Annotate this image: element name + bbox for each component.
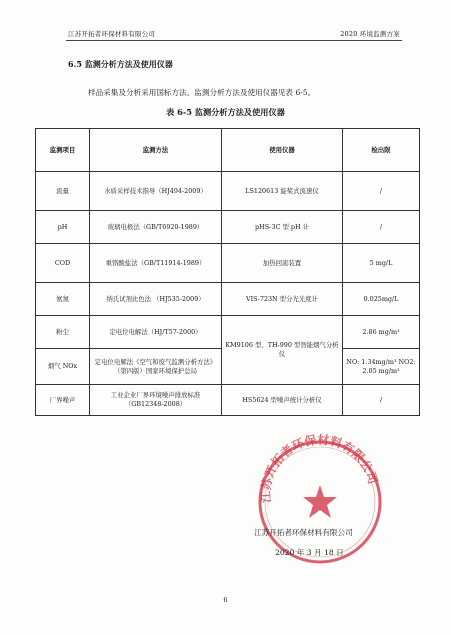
cell-limit: 2.86 mg/m³ <box>343 316 420 349</box>
section-heading: 6.5 监测分析方法及使用仪器 <box>68 59 173 69</box>
cell-method: 定电位电解法《空气和废气监测分析方法》（第四版）国家环境保护总局 <box>90 349 222 385</box>
cell-item: 流量 <box>36 172 90 211</box>
header-method: 监测方法 <box>90 129 222 172</box>
cell-item: 粉尘 <box>36 316 90 349</box>
table-caption: 表 6-5 监测分析方法及使用仪器 <box>166 107 285 117</box>
cell-method: 纳氏试剂比色法 （HJ535-2009） <box>90 283 222 316</box>
table-row <box>36 283 420 316</box>
table-row <box>36 172 420 211</box>
page-number: 6 <box>223 596 228 604</box>
cell-method: 重铬酸盐法（GB/T11914-1989） <box>90 244 222 283</box>
cell-instrument: LS120613 旋桨式流速仪 <box>222 172 343 211</box>
seal-ring-text: 江苏开拓者环保材料有限公司 <box>258 432 381 504</box>
cell-item: 氨氮 <box>36 283 90 316</box>
cell-instrument: HS5624 型噪声统计分析仪 <box>222 385 343 416</box>
cell-item: 烟气 NOx <box>36 349 90 385</box>
cell-limit: 0.025mg/L <box>343 283 420 316</box>
header-rule <box>66 40 402 41</box>
cell-limit: 5 mg/L <box>343 244 420 283</box>
table-row <box>36 385 420 416</box>
cell-method: 工业企业厂界环境噪声排放标准（GB12348-2008） <box>90 385 222 416</box>
header-doc-title: 2020 环境监测方案 <box>340 30 400 38</box>
cell-item: COD <box>36 244 90 283</box>
signature-company: 江苏开拓者环保材料有限公司 <box>254 528 353 537</box>
cell-instrument: VIS-723N 型分光光度计 <box>222 283 343 316</box>
cell-method: 水质采样技术指导（HJ494-2009） <box>90 172 222 211</box>
header-limit: 检出限 <box>343 129 420 172</box>
header-instrument: 使用仪器 <box>222 129 343 172</box>
table-header-row <box>36 129 420 172</box>
cell-limit: NO: 1.34mg/m³ NO2: 2.05 mg/m³ <box>343 349 420 385</box>
cell-instrument: pHS-3C 型 pH 计 <box>222 211 343 244</box>
header-item: 监测项目 <box>36 129 90 172</box>
cell-method: 玻璃电极法（GB/T6920-1989） <box>90 211 222 244</box>
method-table <box>35 128 420 416</box>
cell-method: 定电位电解法（HJ/T57-2000） <box>90 316 222 349</box>
intro-paragraph: 样品采集及分析采用国标方法。监测分析方法及使用仪器见表 6-5。 <box>88 88 316 97</box>
cell-limit: / <box>343 211 420 244</box>
cell-limit: / <box>343 172 420 211</box>
cell-instrument-merged: KM9106 型、TH-990 型智能烟气分析仪 <box>222 316 343 385</box>
header-company: 江苏开拓者环保材料有限公司 <box>68 30 156 38</box>
cell-instrument: 加热回流装置 <box>222 244 343 283</box>
table-row <box>36 211 420 244</box>
table-row <box>36 244 420 283</box>
cell-item: pH <box>36 211 90 244</box>
cell-limit: / <box>343 385 420 416</box>
signature-date: 2020 年 3 月 18 日 <box>275 548 344 557</box>
cell-item: 厂界噪声 <box>36 385 90 416</box>
table-row <box>36 316 420 349</box>
